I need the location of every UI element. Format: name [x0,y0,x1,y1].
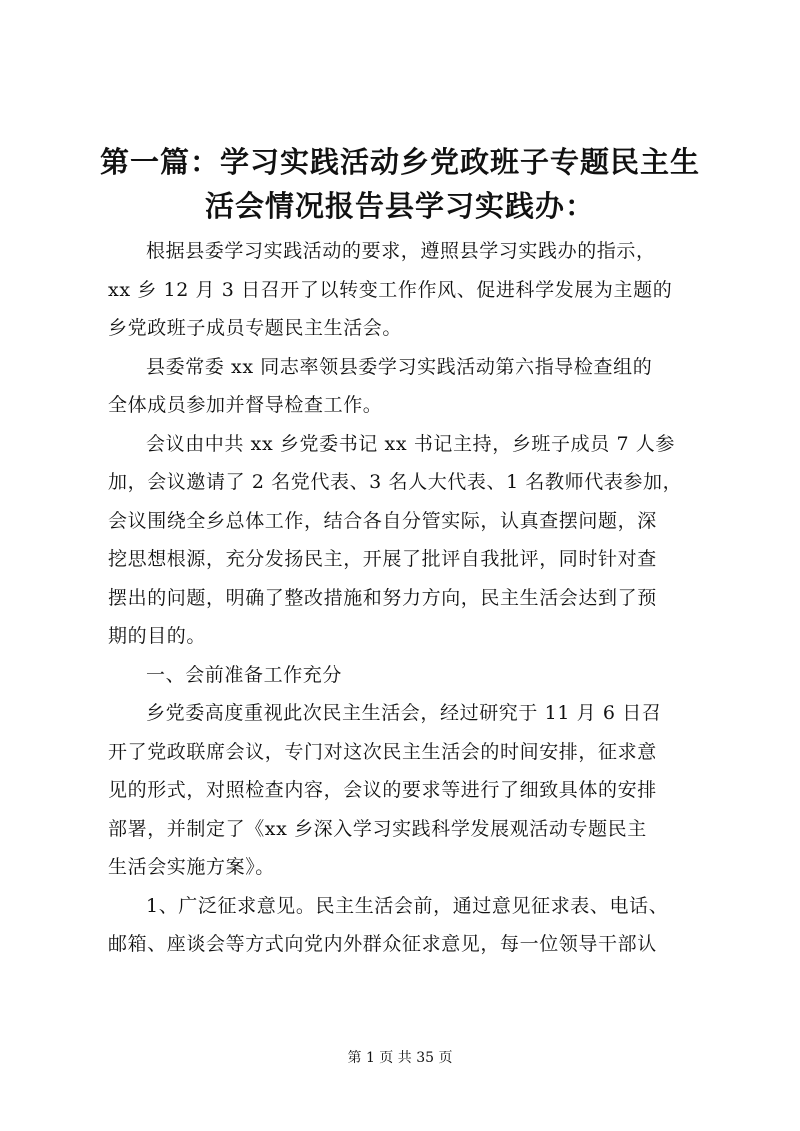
paragraph [108,887,708,964]
text-line: 根据县委学习实践活动的要求，遵照县学习实践办的指示， [146,240,656,262]
text-line: 1、广泛征求意见。民主生活会前，通过意见征求表、电话、 [146,894,669,917]
text-line: 摆出的问题，明确了整改措施和努力方向，民主生活会达到了预 [108,586,657,609]
text-line: 生活会实施方案》。 [108,856,275,878]
text-line: 乡党政班子成员专题民主生活会。 [108,317,403,339]
text-line: 一、会前准备工作充分 [146,663,343,686]
page-footer [0,1048,800,1068]
text-line: 邮箱、座谈会等方式向党内外群众征求意见，每一位领导干部认 [108,933,657,955]
text-line: 全体成员参加并督导检查工作。 [108,394,383,416]
text-line: 会议围绕全乡总体工作，结合各自分管实际，认真查摆问题，深 [108,509,657,532]
document-title [100,140,700,228]
text-line: 开了党政联席会议，专门对这次民主生活会的时间安排，征求意 [108,740,657,763]
paragraph [108,232,708,348]
title-line: 活会情况报告县学习实践办： [204,189,595,223]
text-line: 期的目的。 [108,625,207,647]
title-line: 第一篇：学习实践活动乡党政班子专题民主生 [100,145,701,179]
text-line: 挖思想根源，充分发扬民主，开展了批评自我批评，同时针对查 [108,548,657,570]
text-line: 乡党委高度重视此次民主生活会，经过研究于 11 月 6 日召 [146,702,662,724]
paragraph [108,694,708,887]
text-line: 加，会议邀请了 2 名党代表、3 名人大代表、1 名教师代表参加， [108,471,683,493]
paragraph [108,425,708,656]
text-line: 见的形式，对照检查内容，会议的要求等进行了细致具体的安排 [108,779,657,801]
document-body [108,232,708,964]
page-number: 第 1 页 共 35 页 [347,1050,453,1066]
paragraph [108,348,708,425]
text-line: 部署，并制定了《xx 乡深入学习实践科学发展观活动专题民主 [108,817,647,840]
text-line: 会议由中共 xx 乡党委书记 xx 书记主持，乡班子成员 7 人参 [146,432,675,455]
text-line: xx 乡 12 月 3 日召开了以转变工作作风、促进科学发展为主题的 [108,278,673,301]
text-line: 县委常委 xx 同志率领县委学习实践活动第六指导检查组的 [146,355,653,378]
section-heading [108,656,708,695]
